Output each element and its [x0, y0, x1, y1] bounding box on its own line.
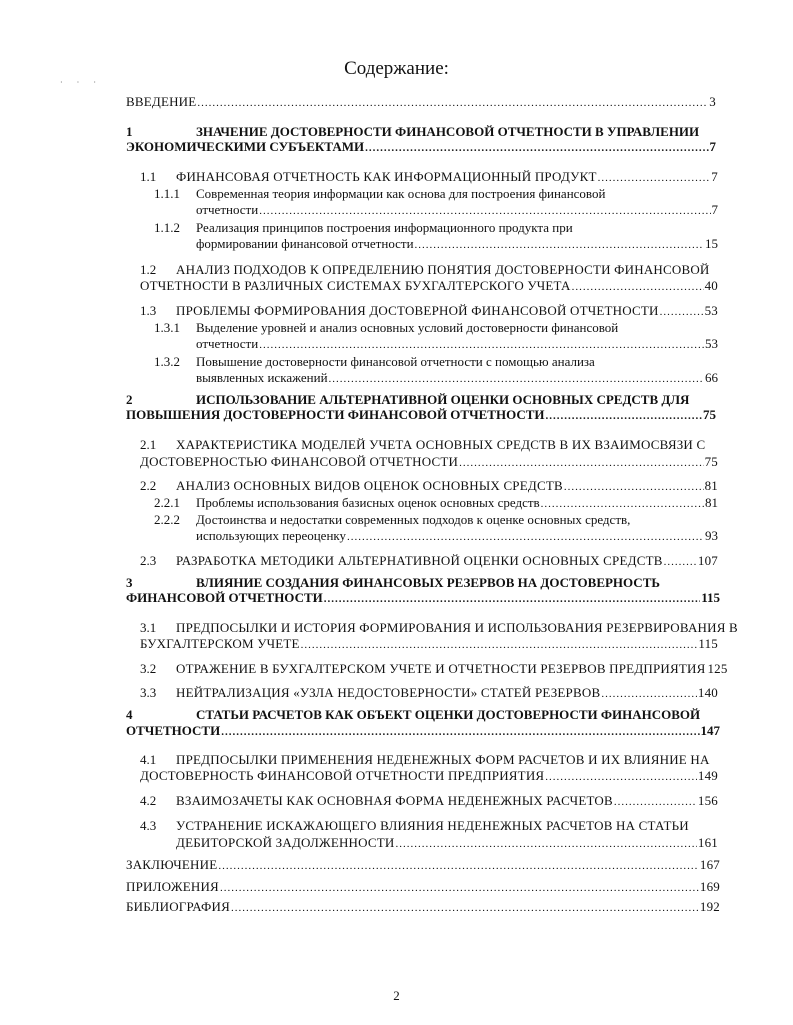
toc-entry-chapter-3[interactable] — [126, 590, 720, 607]
chapter-3-title-line1: ВЛИЯНИЕ СОЗДАНИЯ ФИНАНСОВЫХ РЕЗЕРВОВ НА ДОСТОВЕРНОСТЬ — [196, 575, 660, 590]
toc-entry-label-line2: ДЕБИТОРСКОЙ ЗАДОЛЖЕННОСТИ — [176, 835, 395, 850]
dot-leader — [365, 140, 708, 156]
toc-entry-1-1[interactable] — [176, 169, 718, 186]
scan-specks: · · · — [60, 78, 102, 87]
toc-entry-chapter-4[interactable] — [126, 723, 720, 740]
chapter-1-title-line2: ЭКОНОМИЧЕСКИМИ СУБЪЕКТАМИ — [126, 139, 365, 154]
section-number: 3.2 — [140, 661, 157, 676]
toc-entry-label-line1: ХАРАКТЕРИСТИКА МОДЕЛЕЙ УЧЕТА ОСНОВНЫХ СРЕДСТВ В ИХ ВЗАИМОСВЯЗИ С — [176, 437, 706, 452]
dot-leader — [459, 455, 704, 471]
chapter-1-title-line1: ЗНАЧЕНИЕ ДОСТОВЕРНОСТИ ФИНАНСОВОЙ ОТЧЕТНОСТИ В УПРАВЛЕНИИ — [196, 124, 700, 139]
toc-entry-label-line2: отчетности — [196, 336, 259, 351]
toc-entry-label: РАЗРАБОТКА МЕТОДИКИ АЛЬТЕРНАТИВНОЙ ОЦЕНКИ ОСНОВНЫХ СРЕДСТВ — [176, 553, 663, 568]
toc-entry-page: 169 — [699, 879, 720, 894]
dot-leader — [601, 686, 697, 702]
page-number: 2 — [393, 988, 400, 1003]
dot-leader — [347, 529, 704, 545]
toc-entry-label-line1: Современная теория информации как основа для построения финансовой — [196, 186, 606, 201]
toc-entry-page: 7 — [711, 169, 718, 184]
dot-leader — [197, 95, 708, 111]
chapter-number: 4 — [126, 707, 133, 722]
section-number: 1.2 — [140, 262, 157, 277]
toc-entry-label-line2: ДОСТОВЕРНОСТЬЮ ФИНАНСОВОЙ ОТЧЕТНОСТИ — [140, 454, 459, 469]
dot-leader — [259, 337, 704, 353]
toc-entry-appendix[interactable] — [126, 879, 720, 896]
section-number: 2.3 — [140, 553, 157, 568]
dot-leader — [545, 769, 697, 785]
subsection-number: 1.3.1 — [154, 320, 180, 335]
toc-entry-label: ФИНАНСОВАЯ ОТЧЕТНОСТЬ КАК ИНФОРМАЦИОННЫЙ ПРОДУКТ — [176, 169, 597, 184]
dot-leader — [541, 496, 704, 512]
toc-entry-page: 53 — [704, 303, 718, 318]
chapter-4-title-line2: ОТЧЕТНОСТИ — [126, 723, 221, 738]
toc-entry-label: ВВЕДЕНИЕ — [126, 94, 197, 109]
toc-entry-page: 107 — [697, 553, 718, 568]
section-number: 1.1 — [140, 169, 157, 184]
section-number: 2.2 — [140, 478, 157, 493]
toc-entry-page: 156 — [697, 793, 718, 808]
toc-entry-1-1-2[interactable] — [196, 236, 718, 253]
toc-entry-2-2[interactable] — [176, 478, 718, 495]
dot-leader — [598, 170, 711, 186]
toc-entry-label-line1: Выделение уровней и анализ основных условий достоверности финансовой — [196, 320, 619, 335]
subsection-number: 1.1.1 — [154, 186, 180, 201]
toc-entry-label: ПРИЛОЖЕНИЯ — [126, 879, 219, 894]
toc-entry-bibliography[interactable] — [126, 899, 720, 916]
toc-entry-label-line2: ОТЧЕТНОСТИ В РАЗЛИЧНЫХ СИСТЕМАХ БУХГАЛТЕРСКОГО УЧЕТА — [140, 278, 571, 293]
dot-leader — [231, 900, 699, 916]
toc-entry-label: Проблемы использования базисных оценок основных средств — [196, 495, 540, 510]
toc-entry-3-2[interactable] — [176, 661, 728, 678]
toc-entry-label-line2: отчетности — [196, 202, 259, 217]
subsection-number: 1.3.2 — [154, 354, 180, 369]
dot-leader — [546, 408, 702, 424]
toc-entry-label: НЕЙТРАЛИЗАЦИЯ «УЗЛА НЕДОСТОВЕРНОСТИ» СТАТЕЙ РЕЗЕРВОВ — [176, 685, 601, 700]
toc-entry-4-2[interactable] — [176, 793, 718, 810]
toc-entry-label: БИБЛИОГРАФИЯ — [126, 899, 230, 914]
toc-entry-page: 147 — [700, 723, 720, 738]
dot-leader — [564, 479, 704, 495]
chapter-number: 1 — [126, 124, 133, 139]
toc-entry-chapter-2[interactable] — [126, 407, 716, 424]
toc-entry-1-2[interactable] — [140, 278, 718, 295]
toc-entry-2-1[interactable] — [140, 454, 718, 471]
dot-leader — [660, 304, 704, 320]
dot-leader — [614, 794, 697, 810]
toc-entry-page: 167 — [699, 857, 720, 872]
dot-leader — [415, 237, 704, 253]
toc-entry-1-3-2[interactable] — [196, 370, 718, 387]
toc-entry-2-3[interactable] — [176, 553, 718, 570]
toc-entry-page: 93 — [705, 528, 718, 543]
chapter-3-title-line2: ФИНАНСОВОЙ ОТЧЕТНОСТИ — [126, 590, 323, 605]
toc-entry-label: АНАЛИЗ ОСНОВНЫХ ВИДОВ ОЦЕНОК ОСНОВНЫХ СРЕДСТВ — [176, 478, 563, 493]
toc-entry-page: 81 — [704, 478, 718, 493]
dot-leader — [301, 637, 698, 653]
toc-entry-page: 81 — [705, 495, 718, 510]
toc-entry-page: 115 — [698, 636, 718, 651]
dot-leader — [221, 724, 699, 740]
toc-entry-1-3-1[interactable] — [196, 336, 718, 353]
dot-leader — [324, 591, 700, 607]
chapter-4-title-line1: СТАТЬИ РАСЧЕТОВ КАК ОБЪЕКТ ОЦЕНКИ ДОСТОВЕРНОСТИ ФИНАНСОВОЙ — [196, 707, 701, 722]
toc-entry-label-line2: БУХГАЛТЕРСКОМ УЧЕТЕ — [140, 636, 300, 651]
toc-entry-label-line1: ПРЕДПОСЫЛКИ ПРИМЕНЕНИЯ НЕДЕНЕЖНЫХ ФОРМ РАСЧЕТОВ И ИХ ВЛИЯНИЕ НА — [176, 752, 710, 767]
toc-entry-label-line1: УСТРАНЕНИЕ ИСКАЖАЮЩЕГО ВЛИЯНИЯ НЕДЕНЕЖНЫХ РАСЧЕТОВ НА СТАТЬИ — [176, 818, 689, 833]
toc-entry-3-1[interactable] — [140, 636, 718, 653]
toc-entry-chapter-1[interactable] — [126, 139, 716, 156]
toc-entry-page: 3 — [709, 94, 716, 109]
toc-entry-label-line2: ДОСТОВЕРНОСТЬ ФИНАНСОВОЙ ОТЧЕТНОСТИ ПРЕДПРИЯТИЯ — [140, 768, 545, 783]
toc-entry-3-3[interactable] — [176, 685, 718, 702]
dot-leader — [329, 371, 704, 387]
dot-leader — [218, 858, 699, 874]
chapter-2-title-line2: ПОВЫШЕНИЯ ДОСТОВЕРНОСТИ ФИНАНСОВОЙ ОТЧЕТНОСТИ — [126, 407, 545, 422]
toc-entry-label-line2: выявленных искажений — [196, 370, 328, 385]
toc-entry-conclusion[interactable] — [126, 857, 720, 874]
section-number: 4.1 — [140, 752, 157, 767]
toc-entry-4-3[interactable] — [176, 835, 718, 852]
toc-entry-label-line1: ПРЕДПОСЫЛКИ И ИСТОРИЯ ФОРМИРОВАНИЯ И ИСПОЛЬЗОВАНИЯ РЕЗЕРВИРОВАНИЯ В — [176, 620, 738, 635]
section-number: 1.3 — [140, 303, 157, 318]
toc-entry-4-1[interactable] — [140, 768, 718, 785]
subsection-number: 1.1.2 — [154, 220, 180, 235]
toc-entry-label-line1: Достоинства и недостатки современных подходов к оценке основных средств, — [196, 512, 631, 527]
toc-entry-page: 140 — [697, 685, 718, 700]
chapter-number: 3 — [126, 575, 133, 590]
dot-leader — [396, 836, 697, 852]
toc-entry-page: 75 — [703, 407, 716, 422]
dot-leader — [259, 203, 710, 219]
toc-entry-label-line1: АНАЛИЗ ПОДХОДОВ К ОПРЕДЕЛЕНИЮ ПОНЯТИЯ ДОСТОВЕРНОСТИ ФИНАНСОВОЙ — [176, 262, 710, 277]
toc-entry-label: ОТРАЖЕНИЕ В БУХГАЛТЕРСКОМ УЧЕТЕ И ОТЧЕТНОСТИ РЕЗЕРВОВ ПРЕДПРИЯТИЯ — [176, 661, 706, 676]
dot-leader — [220, 880, 699, 896]
subsection-number: 2.2.2 — [154, 512, 180, 527]
section-number: 4.2 — [140, 793, 157, 808]
toc-entry-2-2-1[interactable] — [196, 495, 718, 512]
toc-entry-label: ВЗАИМОЗАЧЕТЫ КАК ОСНОВНАЯ ФОРМА НЕДЕНЕЖНЫХ РАСЧЕТОВ — [176, 793, 613, 808]
toc-entry-page: 7 — [711, 202, 718, 217]
toc-entry-page: 53 — [705, 336, 718, 351]
toc-entry-page: 75 — [704, 454, 718, 469]
toc-entry-label-line2: формировании финансовой отчетности — [196, 236, 414, 251]
dot-leader — [572, 279, 704, 295]
toc-entry-page: 40 — [704, 278, 718, 293]
toc-entry-page: 192 — [699, 899, 720, 914]
page-title: Содержание: — [344, 58, 449, 79]
toc-entry-label-line2: использующих переоценку — [196, 528, 347, 543]
toc-entry-page: 66 — [705, 370, 718, 385]
toc-entry-1-1-1[interactable] — [196, 202, 718, 219]
section-number: 4.3 — [140, 818, 157, 833]
subsection-number: 2.2.1 — [154, 495, 180, 510]
toc-entry-page: 125 — [707, 661, 728, 676]
toc-entry-page: 161 — [697, 835, 718, 850]
toc-entry-page: 115 — [701, 590, 720, 605]
chapter-number: 2 — [126, 392, 133, 407]
toc-entry-page: 15 — [705, 236, 718, 251]
toc-entry-label: ПРОБЛЕМЫ ФОРМИРОВАНИЯ ДОСТОВЕРНОЙ ФИНАНСОВОЙ ОТЧЕТНОСТИ — [176, 303, 659, 318]
dot-leader — [664, 554, 697, 570]
toc-entry-label-line1: Повышение достоверности финансовой отчетности с помощью анализа — [196, 354, 595, 369]
toc-entry-2-2-2[interactable] — [196, 528, 718, 545]
toc-entry-label: ЗАКЛЮЧЕНИЕ — [126, 857, 218, 872]
toc-entry-page: 149 — [697, 768, 718, 783]
section-number: 2.1 — [140, 437, 157, 452]
toc-entry-intro[interactable] — [126, 94, 716, 111]
toc-entry-1-3[interactable] — [176, 303, 718, 320]
toc-entry-page: 7 — [709, 139, 716, 154]
chapter-2-title-line1: ИСПОЛЬЗОВАНИЕ АЛЬТЕРНАТИВНОЙ ОЦЕНКИ ОСНОВНЫХ СРЕДСТВ ДЛЯ — [196, 392, 690, 407]
section-number: 3.3 — [140, 685, 157, 700]
section-number: 3.1 — [140, 620, 157, 635]
toc-entry-label-line1: Реализация принципов построения информационного продукта при — [196, 220, 573, 235]
